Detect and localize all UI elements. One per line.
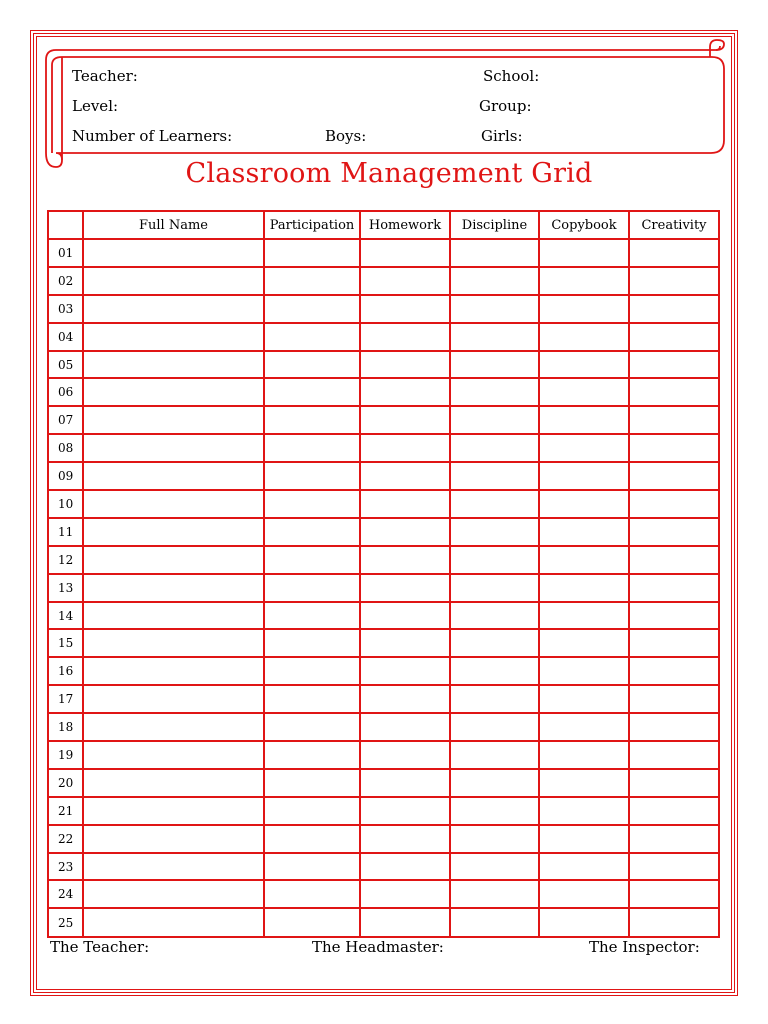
participation-cell[interactable]: [264, 239, 360, 267]
table-row: [48, 908, 719, 937]
full-name-cell[interactable]: [83, 295, 264, 323]
participation-cell[interactable]: [264, 295, 360, 323]
full-name-cell[interactable]: [83, 490, 264, 518]
level-label: Level:: [72, 97, 119, 115]
creativity-cell[interactable]: [629, 880, 719, 908]
participation-cell[interactable]: [264, 378, 360, 406]
discipline-cell[interactable]: [450, 602, 539, 630]
table-row: [48, 323, 719, 351]
discipline-cell[interactable]: [450, 434, 539, 462]
homework-cell[interactable]: [360, 825, 450, 853]
full-name-cell[interactable]: [83, 378, 264, 406]
table-row: [48, 462, 719, 490]
full-name-cell[interactable]: [83, 825, 264, 853]
copybook-cell[interactable]: [539, 490, 629, 518]
full-name-cell[interactable]: [83, 323, 264, 351]
homework-cell[interactable]: [360, 797, 450, 825]
full-name-cell[interactable]: [83, 853, 264, 881]
table-row: [48, 267, 719, 295]
table-row: [48, 853, 719, 881]
creativity-cell[interactable]: [629, 713, 719, 741]
table-row: [48, 295, 719, 323]
learners-label: Number of Learners:: [72, 127, 233, 145]
creativity-cell[interactable]: [629, 351, 719, 379]
boys-label: Boys:: [325, 127, 367, 145]
full-name-cell[interactable]: [83, 546, 264, 574]
homework-cell[interactable]: [360, 323, 450, 351]
row-number: 10: [48, 490, 83, 518]
col-header-full-name: Full Name: [83, 211, 264, 239]
full-name-cell[interactable]: [83, 880, 264, 908]
full-name-cell[interactable]: [83, 434, 264, 462]
row-number: 05: [48, 351, 83, 379]
row-number: 20: [48, 769, 83, 797]
table-row: [48, 378, 719, 406]
copybook-cell[interactable]: [539, 908, 629, 937]
creativity-cell[interactable]: [629, 323, 719, 351]
participation-cell[interactable]: [264, 490, 360, 518]
homework-cell[interactable]: [360, 880, 450, 908]
creativity-cell[interactable]: [629, 462, 719, 490]
participation-cell[interactable]: [264, 323, 360, 351]
row-number: 03: [48, 295, 83, 323]
row-number: 25: [48, 908, 83, 937]
teacher-label: Teacher:: [72, 67, 138, 85]
row-number: 24: [48, 880, 83, 908]
table-row: [48, 797, 719, 825]
row-number: 02: [48, 267, 83, 295]
copybook-cell[interactable]: [539, 853, 629, 881]
participation-cell[interactable]: [264, 602, 360, 630]
copybook-cell[interactable]: [539, 378, 629, 406]
copybook-cell[interactable]: [539, 518, 629, 546]
creativity-cell[interactable]: [629, 295, 719, 323]
inspector-signature-label: The Inspector:: [589, 938, 700, 956]
copybook-cell[interactable]: [539, 685, 629, 713]
table-row: [48, 629, 719, 657]
full-name-cell[interactable]: [83, 713, 264, 741]
creativity-cell[interactable]: [629, 574, 719, 602]
participation-cell[interactable]: [264, 713, 360, 741]
row-number: 18: [48, 713, 83, 741]
participation-cell[interactable]: [264, 797, 360, 825]
discipline-cell[interactable]: [450, 853, 539, 881]
header-row: [48, 211, 719, 239]
copybook-cell[interactable]: [539, 239, 629, 267]
headmaster-signature-label: The Headmaster:: [312, 938, 444, 956]
creativity-cell[interactable]: [629, 657, 719, 685]
table-row: [48, 825, 719, 853]
row-number: 23: [48, 853, 83, 881]
participation-cell[interactable]: [264, 574, 360, 602]
participation-cell[interactable]: [264, 434, 360, 462]
copybook-cell[interactable]: [539, 797, 629, 825]
table-row: [48, 518, 719, 546]
copybook-cell[interactable]: [539, 769, 629, 797]
table-row: [48, 769, 719, 797]
discipline-cell[interactable]: [450, 713, 539, 741]
participation-cell[interactable]: [264, 741, 360, 769]
copybook-cell[interactable]: [539, 657, 629, 685]
creativity-cell[interactable]: [629, 629, 719, 657]
copybook-cell[interactable]: [539, 713, 629, 741]
full-name-cell[interactable]: [83, 351, 264, 379]
homework-cell[interactable]: [360, 406, 450, 434]
discipline-cell[interactable]: [450, 462, 539, 490]
table-row: [48, 657, 719, 685]
copybook-cell[interactable]: [539, 295, 629, 323]
homework-cell[interactable]: [360, 546, 450, 574]
table-row: [48, 351, 719, 379]
discipline-cell[interactable]: [450, 267, 539, 295]
copybook-cell[interactable]: [539, 880, 629, 908]
row-number: 15: [48, 629, 83, 657]
row-number: 01: [48, 239, 83, 267]
homework-cell[interactable]: [360, 741, 450, 769]
col-header-number: [48, 211, 83, 239]
homework-cell[interactable]: [360, 602, 450, 630]
discipline-cell[interactable]: [450, 351, 539, 379]
creativity-cell[interactable]: [629, 267, 719, 295]
row-number: 13: [48, 574, 83, 602]
homework-cell[interactable]: [360, 462, 450, 490]
col-header-copybook: Copybook: [539, 211, 629, 239]
participation-cell[interactable]: [264, 518, 360, 546]
copybook-cell[interactable]: [539, 546, 629, 574]
school-label: School:: [483, 67, 540, 85]
discipline-cell[interactable]: [450, 490, 539, 518]
discipline-cell[interactable]: [450, 797, 539, 825]
homework-cell[interactable]: [360, 574, 450, 602]
row-number: 07: [48, 406, 83, 434]
full-name-cell[interactable]: [83, 462, 264, 490]
participation-cell[interactable]: [264, 629, 360, 657]
copybook-cell[interactable]: [539, 323, 629, 351]
teacher-signature-label: The Teacher:: [50, 938, 150, 956]
row-number: 08: [48, 434, 83, 462]
creativity-cell[interactable]: [629, 490, 719, 518]
table-row: [48, 546, 719, 574]
homework-cell[interactable]: [360, 657, 450, 685]
homework-cell[interactable]: [360, 908, 450, 937]
table-row: [48, 685, 719, 713]
creativity-cell[interactable]: [629, 239, 719, 267]
participation-cell[interactable]: [264, 406, 360, 434]
creativity-cell[interactable]: [629, 406, 719, 434]
row-number: 22: [48, 825, 83, 853]
row-number: 06: [48, 378, 83, 406]
participation-cell[interactable]: [264, 685, 360, 713]
discipline-cell[interactable]: [450, 546, 539, 574]
participation-cell[interactable]: [264, 351, 360, 379]
creativity-cell[interactable]: [629, 769, 719, 797]
copybook-cell[interactable]: [539, 629, 629, 657]
full-name-cell[interactable]: [83, 741, 264, 769]
creativity-cell[interactable]: [629, 518, 719, 546]
group-label: Group:: [479, 97, 532, 115]
table-row: [48, 574, 719, 602]
homework-cell[interactable]: [360, 295, 450, 323]
copybook-cell[interactable]: [539, 741, 629, 769]
creativity-cell[interactable]: [629, 797, 719, 825]
homework-cell[interactable]: [360, 769, 450, 797]
col-header-homework: Homework: [360, 211, 450, 239]
full-name-cell[interactable]: [83, 657, 264, 685]
homework-cell[interactable]: [360, 685, 450, 713]
homework-cell[interactable]: [360, 434, 450, 462]
row-number: 16: [48, 657, 83, 685]
discipline-cell[interactable]: [450, 769, 539, 797]
copybook-cell[interactable]: [539, 574, 629, 602]
creativity-cell[interactable]: [629, 825, 719, 853]
homework-cell[interactable]: [360, 490, 450, 518]
participation-cell[interactable]: [264, 267, 360, 295]
full-name-cell[interactable]: [83, 406, 264, 434]
row-number: 04: [48, 323, 83, 351]
table-row: [48, 602, 719, 630]
discipline-cell[interactable]: [450, 295, 539, 323]
homework-cell[interactable]: [360, 629, 450, 657]
copybook-cell[interactable]: [539, 602, 629, 630]
creativity-cell[interactable]: [629, 853, 719, 881]
participation-cell[interactable]: [264, 853, 360, 881]
copybook-cell[interactable]: [539, 462, 629, 490]
discipline-cell[interactable]: [450, 825, 539, 853]
creativity-cell[interactable]: [629, 685, 719, 713]
col-header-discipline: Discipline: [450, 211, 539, 239]
discipline-cell[interactable]: [450, 908, 539, 937]
creativity-cell[interactable]: [629, 602, 719, 630]
discipline-cell[interactable]: [450, 323, 539, 351]
table-row: [48, 713, 719, 741]
page-title: Classroom Management Grid: [185, 158, 593, 189]
col-header-participation: Participation: [264, 211, 360, 239]
full-name-cell[interactable]: [83, 239, 264, 267]
full-name-cell[interactable]: [83, 685, 264, 713]
table-row: [48, 434, 719, 462]
full-name-cell[interactable]: [83, 267, 264, 295]
homework-cell[interactable]: [360, 267, 450, 295]
participation-cell[interactable]: [264, 657, 360, 685]
full-name-cell[interactable]: [83, 908, 264, 937]
discipline-cell[interactable]: [450, 518, 539, 546]
copybook-cell[interactable]: [539, 351, 629, 379]
creativity-cell[interactable]: [629, 378, 719, 406]
discipline-cell[interactable]: [450, 685, 539, 713]
discipline-cell[interactable]: [450, 574, 539, 602]
copybook-cell[interactable]: [539, 267, 629, 295]
row-number: 11: [48, 518, 83, 546]
table-row: [48, 490, 719, 518]
row-number: 21: [48, 797, 83, 825]
row-number: 12: [48, 546, 83, 574]
discipline-cell[interactable]: [450, 378, 539, 406]
full-name-cell[interactable]: [83, 602, 264, 630]
table-row: [48, 741, 719, 769]
creativity-cell[interactable]: [629, 741, 719, 769]
homework-cell[interactable]: [360, 853, 450, 881]
full-name-cell[interactable]: [83, 518, 264, 546]
full-name-cell[interactable]: [83, 574, 264, 602]
girls-label: Girls:: [481, 127, 523, 145]
discipline-cell[interactable]: [450, 657, 539, 685]
participation-cell[interactable]: [264, 825, 360, 853]
participation-cell[interactable]: [264, 462, 360, 490]
copybook-cell[interactable]: [539, 825, 629, 853]
participation-cell[interactable]: [264, 908, 360, 937]
participation-cell[interactable]: [264, 769, 360, 797]
table-row: [48, 406, 719, 434]
full-name-cell[interactable]: [83, 769, 264, 797]
full-name-cell[interactable]: [83, 629, 264, 657]
discipline-cell[interactable]: [450, 629, 539, 657]
table-row: [48, 880, 719, 908]
col-header-creativity: Creativity: [629, 211, 719, 239]
discipline-cell[interactable]: [450, 880, 539, 908]
creativity-cell[interactable]: [629, 434, 719, 462]
homework-cell[interactable]: [360, 239, 450, 267]
row-number: 14: [48, 602, 83, 630]
creativity-cell[interactable]: [629, 546, 719, 574]
row-number: 17: [48, 685, 83, 713]
discipline-cell[interactable]: [450, 741, 539, 769]
discipline-cell[interactable]: [450, 239, 539, 267]
homework-cell[interactable]: [360, 378, 450, 406]
copybook-cell[interactable]: [539, 406, 629, 434]
participation-cell[interactable]: [264, 546, 360, 574]
homework-cell[interactable]: [360, 351, 450, 379]
discipline-cell[interactable]: [450, 406, 539, 434]
copybook-cell[interactable]: [539, 434, 629, 462]
participation-cell[interactable]: [264, 880, 360, 908]
row-number: 09: [48, 462, 83, 490]
management-grid: [47, 210, 720, 938]
row-number: 19: [48, 741, 83, 769]
creativity-cell[interactable]: [629, 908, 719, 937]
homework-cell[interactable]: [360, 713, 450, 741]
full-name-cell[interactable]: [83, 797, 264, 825]
table-row: [48, 239, 719, 267]
homework-cell[interactable]: [360, 518, 450, 546]
